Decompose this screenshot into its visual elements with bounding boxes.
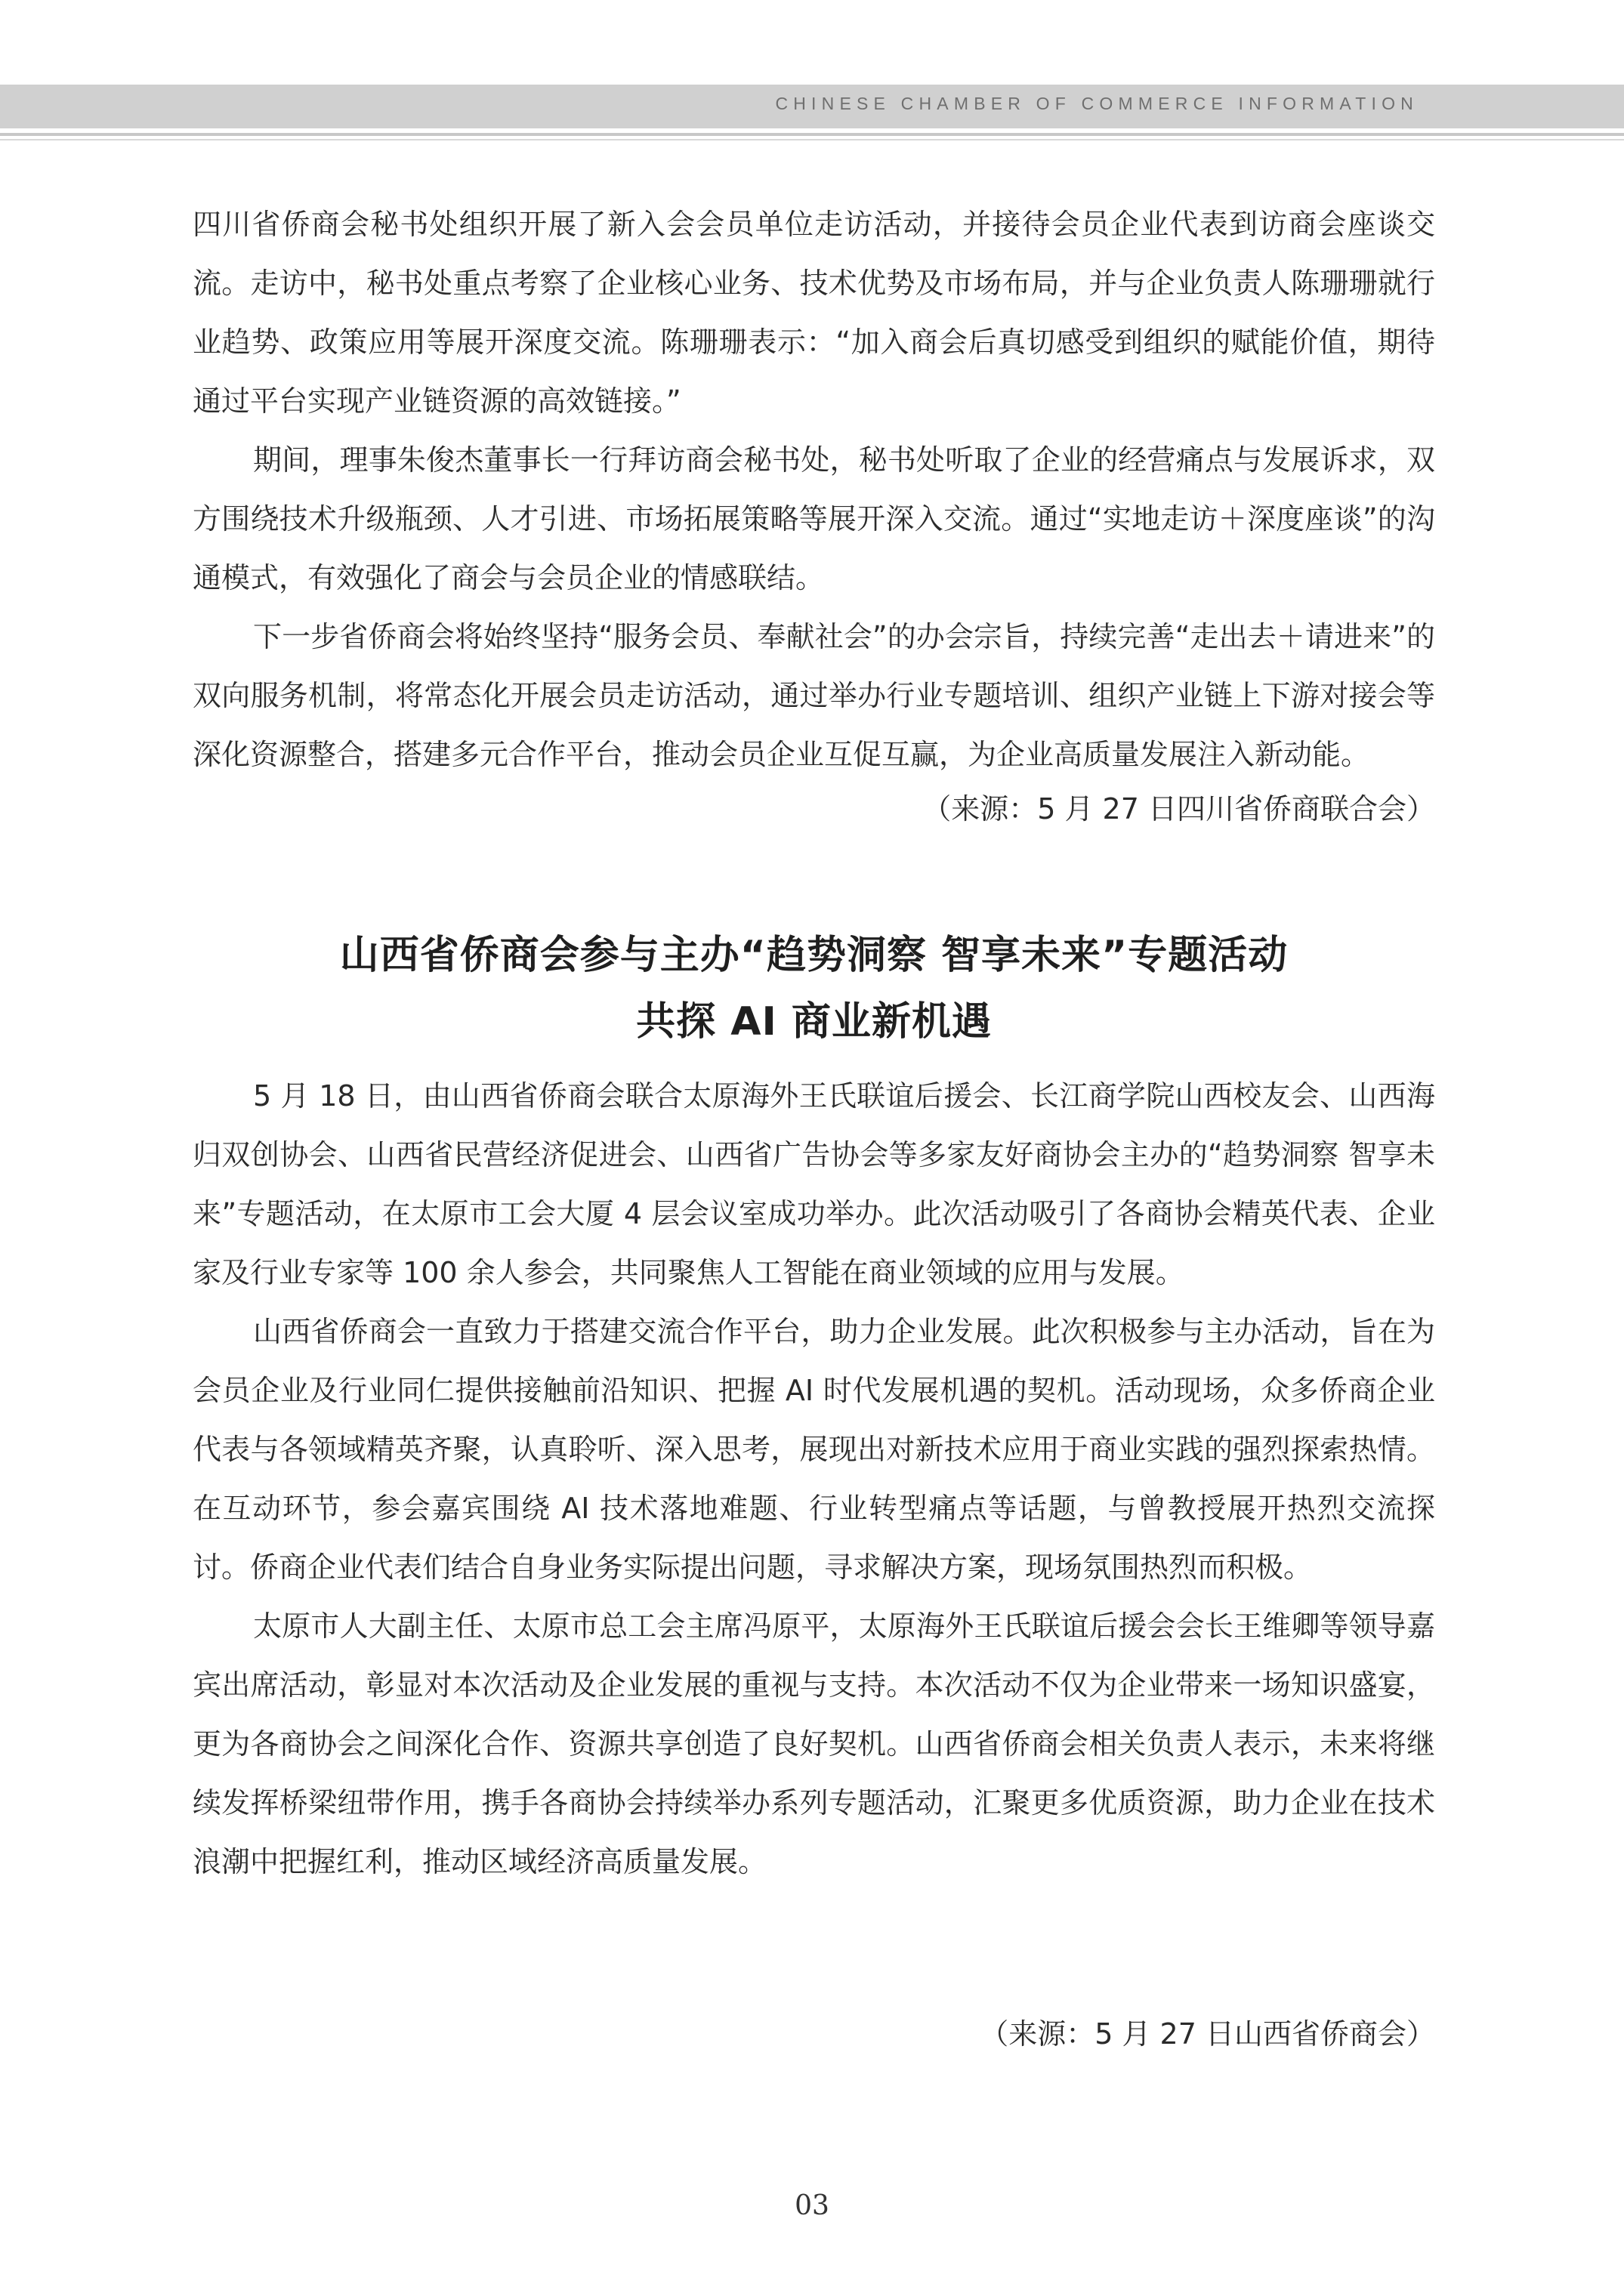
page-number: 03 <box>795 2190 829 2221</box>
article2-paragraph-2: 山西省侨商会一直致力于搭建交流合作平台，助力企业发展。此次积极参与主办活动，旨在为会员企业及行业同仁提供接触前沿知识、把握 AI 时代发展机遇的契机。活动现场，众多侨商企业代表与各领域精英齐聚，认真聆听、深入思考，展现出对新技术应用于商业实践的强烈探索热情。在互动环节，参会嘉宾围绕 AI 技术落地难题、行业转型痛点等话题，与曾教授展开热烈交流探讨。侨商企业代表们结合自身业务实际提出问题，寻求解决方案，现场氛围热烈而积极。 <box>193 1315 1435 1584</box>
article2-source: （来源：5 月 27 日山西省侨商会） <box>980 2017 1435 2051</box>
article2-title-line1: 山西省侨商会参与主办“趋势洞察 智享未来”专题活动 <box>339 933 1289 978</box>
running-header: CHINESE CHAMBER OF COMMERCE INFORMATION <box>775 94 1419 113</box>
article2-title-line2: 共探 AI 商业新机遇 <box>636 999 992 1045</box>
article-sichuan <box>193 195 1435 784</box>
article-shanxi <box>193 1066 1435 1891</box>
article1-source-wrap <box>193 779 1435 838</box>
article2-paragraph-3: 太原市人大副主任、太原市总工会主席冯原平，太原海外王氏联谊后援会会长王维卿等领导嘉宾出席活动，彰显对本次活动及企业发展的重视与支持。本次活动不仅为企业带来一场知识盛宴，更为各商协会之间深化合作、资源共享创造了良好契机。山西省侨商会相关负责人表示，未来将继续发挥桥梁纽带作用，携手各商协会持续举办系列专题活动，汇聚更多优质资源，助力企业在技术浪潮中把握红利，推动区域经济高质量发展。 <box>193 1609 1435 1878</box>
article2-paragraph-1: 5 月 18 日，由山西省侨商会联合太原海外王氏联谊后援会、长江商学院山西校友会、山西海归双创协会、山西省民营经济促进会、山西省广告协会等多家友好商协会主办的“趋势洞察 智享未来”专题活动，在太原市工会大厦 4 层会议室成功举办。此次活动吸引了各商协会精英代表、企业家及行业专家等 100 余人参会，共同聚焦人工智能在商业领域的应用与发展。 <box>193 1079 1435 1289</box>
article1-paragraph-1: 四川省侨商会秘书处组织开展了新入会会员单位走访活动，并接待会员企业代表到访商会座谈交流。走访中，秘书处重点考察了企业核心业务、技术优势及市场布局，并与企业负责人陈珊珊就行业趋势、政策应用等展开深度交流。陈珊珊表示：“加入商会后真切感受到组织的赋能价值，期待通过平台实现产业链资源的高效链接。” <box>193 208 1435 418</box>
article1-paragraph-2: 期间，理事朱俊杰董事长一行拜访商会秘书处，秘书处听取了企业的经营痛点与发展诉求，双方围绕技术升级瓶颈、人才引进、市场拓展策略等展开深入交流。通过“实地走访＋深度座谈”的沟通模式，有效强化了商会与会员企业的情感联结。 <box>193 443 1435 594</box>
article1-source: （来源：5 月 27 日四川省侨商联合会） <box>922 792 1435 826</box>
header-divider <box>0 133 1624 136</box>
article1-paragraph-3: 下一步省侨商会将始终坚持“服务会员、奉献社会”的办会宗旨，持续完善“走出去＋请进来”的双向服务机制，将常态化开展会员走访活动，通过举办行业专题培训、组织产业链上下游对接会等深化资源整合，搭建多元合作平台，推动会员企业互促互赢，为企业高质量发展注入新动能。 <box>193 620 1435 771</box>
article2-source-wrap <box>193 2004 1435 2063</box>
header-divider-thin <box>0 139 1624 140</box>
